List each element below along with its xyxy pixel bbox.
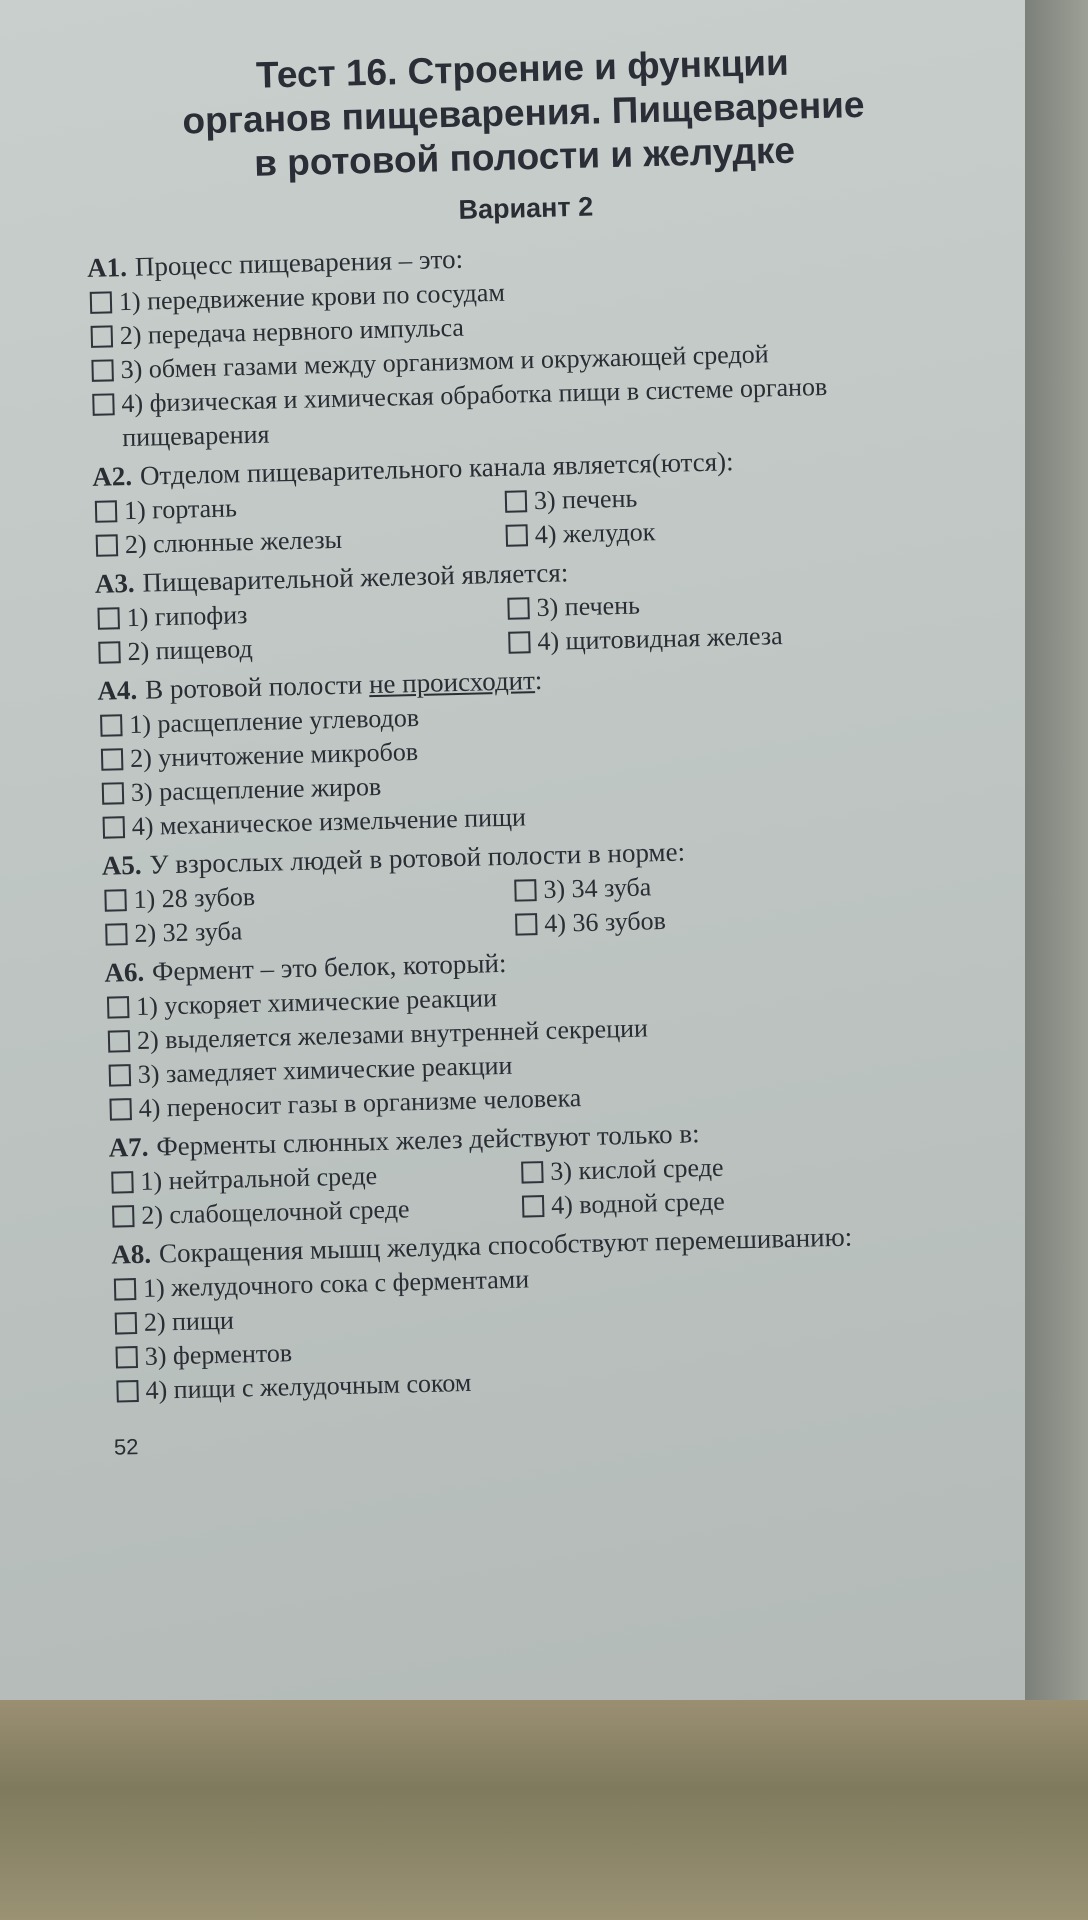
option-label: 1) гортань (123, 493, 238, 526)
options (112, 1252, 955, 1408)
answer-checkbox[interactable] (90, 291, 113, 314)
question-text-end: : (534, 664, 543, 696)
option-label: 1) 28 зубов (133, 882, 256, 914)
option-label: 2) 32 зуба (134, 916, 243, 948)
page-number: 52 (113, 1434, 139, 1460)
option-label: 2) передача нервного импульса (119, 312, 465, 351)
answer-checkbox[interactable] (91, 325, 114, 348)
answer-checkbox[interactable] (102, 782, 125, 805)
question-text: Процесс пищеварения – это: (134, 243, 464, 282)
title-line: в ротовой полости и желудке (253, 129, 796, 184)
option-label: 1) гипофиз (126, 600, 248, 633)
question-text: Пищеварительной железой является: (142, 557, 569, 598)
answer-checkbox[interactable] (96, 534, 119, 557)
options (88, 265, 932, 455)
option-label: 1) желудочного сока с ферментами (142, 1264, 530, 1303)
answer-checkbox[interactable] (109, 1098, 132, 1121)
answer-checkbox[interactable] (115, 1312, 138, 1335)
option-label: 1) нейтральной среде (140, 1161, 378, 1196)
question-a7 (108, 1110, 950, 1233)
answer-checkbox[interactable] (105, 923, 128, 946)
option-label: 1) ускоряет химические реакции (135, 983, 498, 1021)
answer-checkbox[interactable] (98, 641, 121, 664)
option-label: 3) печень (533, 483, 638, 516)
answer-checkbox[interactable] (522, 1195, 545, 1218)
answer-checkbox[interactable] (114, 1278, 137, 1301)
answer-checkbox[interactable] (92, 393, 115, 416)
option-label: 2) слабощелочной среде (140, 1194, 410, 1230)
question-number: А2. (91, 460, 133, 492)
option-label: 4) механическое измельчение пищи (131, 802, 527, 842)
answer-checkbox[interactable] (116, 1380, 139, 1403)
answer-checkbox[interactable] (95, 500, 118, 523)
background-edge (1025, 0, 1088, 1700)
answer-checkbox[interactable] (505, 490, 528, 513)
variant-label: Вариант 2 (458, 191, 594, 225)
test-title (142, 38, 905, 189)
answer-checkbox[interactable] (97, 607, 120, 630)
answer-checkbox[interactable] (104, 889, 127, 912)
answer-checkbox[interactable] (100, 714, 123, 737)
question-number: А4. (97, 674, 138, 706)
answer-checkbox[interactable] (115, 1346, 138, 1369)
option-label: 2) уничтожение микробов (129, 737, 419, 774)
answer-checkbox[interactable] (107, 996, 130, 1019)
answer-checkbox[interactable] (109, 1064, 132, 1087)
option-label: 4) желудок (534, 517, 656, 550)
answer-checkbox[interactable] (507, 597, 530, 620)
question-text-emphasis: не происходит (368, 665, 536, 700)
option-label: 4) водной среде (550, 1186, 726, 1220)
option-label: 4) переносит газы в организме человека (138, 1083, 582, 1123)
question-a4 (97, 653, 941, 844)
question-text: Сокращения мышц желудка способствуют перемешиванию: (158, 1221, 853, 1269)
background-surface (0, 1700, 1088, 1920)
option-label: 4) физическая и химическая обработка пищи в системе органов пищеварения (121, 371, 828, 453)
question-text: У взрослых людей в ротовой полости в норме: (149, 836, 686, 880)
question-a5 (101, 828, 943, 951)
question-text: Отделом пищеварительного канала является(ются): (139, 446, 734, 491)
option-label: 3) замедляет химические реакции (137, 1050, 513, 1089)
option-label: 2) слюнные железы (124, 524, 343, 560)
option-label: 4) пищи с желудочным соком (145, 1367, 472, 1405)
answer-checkbox[interactable] (514, 879, 537, 902)
option-label: 3) кислой среде (549, 1152, 724, 1186)
option-label: 1) расщепление углеводов (128, 702, 420, 740)
answer-checkbox[interactable] (111, 1171, 134, 1194)
question-text: Фермент – это белок, который: (151, 947, 507, 987)
question-number: А1. (86, 251, 128, 283)
option-label: 3) 34 зуба (543, 872, 652, 904)
title-line: Тест 16. Строение и функции (255, 41, 790, 96)
option-label: 4) щитовидная железа (537, 621, 783, 657)
option-label: 4) 36 зубов (543, 905, 667, 938)
question-a8 (111, 1217, 955, 1408)
answer-checkbox[interactable] (103, 816, 126, 839)
question-number: А6. (103, 956, 145, 988)
question-number: А3. (94, 567, 135, 599)
title-line: органов пищеварения. Пищеварение (181, 83, 865, 142)
answer-checkbox[interactable] (521, 1161, 544, 1184)
answer-checkbox[interactable] (508, 631, 531, 654)
option-label: 3) расщепление жиров (130, 771, 382, 808)
question-number: А7. (108, 1131, 149, 1163)
answer-checkbox[interactable] (515, 913, 538, 936)
answer-checkbox[interactable] (91, 359, 114, 382)
question-number: А8. (110, 1238, 152, 1270)
answer-checkbox[interactable] (108, 1030, 131, 1053)
question-number: А5. (101, 849, 142, 881)
option-label: 2) пищевод (127, 634, 253, 667)
question-a6 (104, 935, 948, 1126)
option-label: 3) обмен газами между организмом и окружающей средой (120, 339, 769, 385)
question-a1 (87, 230, 932, 455)
option-label: 1) передвижение крови по сосудам (118, 277, 506, 317)
worksheet (82, 37, 956, 1460)
answer-checkbox[interactable] (101, 748, 124, 771)
question-text: В ротовой полости (144, 669, 370, 705)
answer-checkbox[interactable] (112, 1205, 135, 1228)
answer-checkbox[interactable] (506, 524, 529, 547)
question-a2 (92, 439, 934, 562)
option-label: 2) пищи (143, 1305, 235, 1337)
options (98, 688, 941, 844)
question-a3 (94, 546, 936, 669)
option-label: 3) ферментов (144, 1338, 293, 1371)
option-label: 3) печень (536, 590, 641, 623)
question-text: Ферменты слюнных желез действуют только в: (156, 1118, 700, 1162)
options (105, 970, 948, 1126)
option-label: 2) выделяется железами внутренней секреции (136, 1013, 649, 1055)
